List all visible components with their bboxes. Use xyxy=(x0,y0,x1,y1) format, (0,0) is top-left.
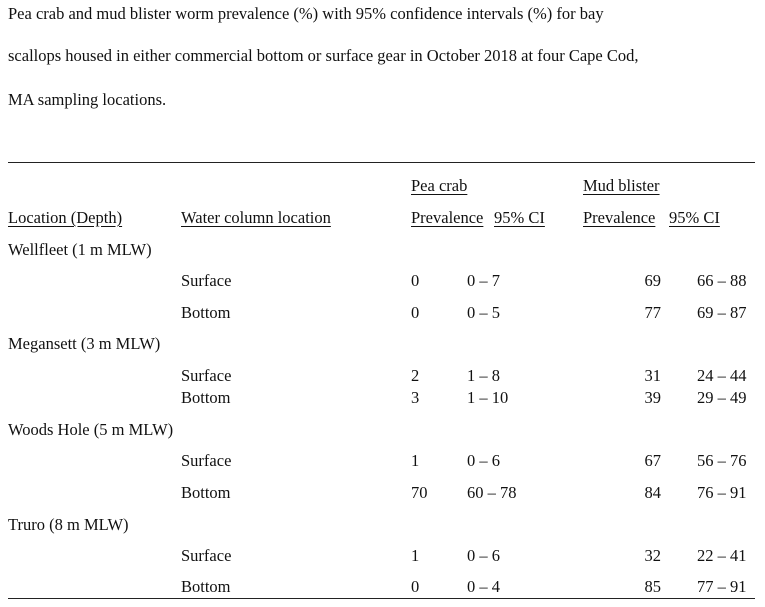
mud-blister-ci-cell: 24 – 44 xyxy=(697,366,747,385)
pea-crab-prevalence-cell: 2 xyxy=(411,366,420,385)
position-cell: Surface xyxy=(181,366,232,385)
pea-crab-ci-cell: 60 – 78 xyxy=(467,483,517,502)
pea-crab-ci-cell: 0 – 6 xyxy=(467,451,500,470)
mud-blister-prevalence-cell: 85 xyxy=(644,577,661,596)
pea-crab-ci-cell: 0 – 7 xyxy=(467,271,500,290)
mud-blister-ci-cell: 76 – 91 xyxy=(697,483,747,502)
mud-blister-prevalence-cell: 69 xyxy=(644,271,661,290)
pea-crab-prevalence-cell: 0 xyxy=(411,271,420,290)
table-bottom-rule xyxy=(8,598,755,599)
pea-crab-prevalence-cell: 3 xyxy=(411,388,420,407)
mud-blister-ci-cell: 66 – 88 xyxy=(697,271,747,290)
caption-line-2: scallops housed in either commercial bottom or surface gear in October 2018 at four Cape Cod, xyxy=(8,46,639,65)
position-cell: Bottom xyxy=(181,388,231,407)
col-header-location: Location (Depth) xyxy=(8,208,123,227)
pea-crab-ci-cell: 1 – 10 xyxy=(467,388,509,407)
pea-crab-ci-cell: 0 – 6 xyxy=(467,546,500,565)
pea-crab-prevalence-cell: 1 xyxy=(411,451,420,470)
group-header-mud-blister: Mud blister xyxy=(583,176,660,195)
mud-blister-ci-cell: 56 – 76 xyxy=(697,451,747,470)
position-cell: Surface xyxy=(181,451,232,470)
location-label: Wellfleet (1 m MLW) xyxy=(8,240,152,259)
location-label: Megansett (3 m MLW) xyxy=(8,334,161,353)
position-cell: Bottom xyxy=(181,303,231,322)
pea-crab-prevalence-cell: 70 xyxy=(411,483,428,502)
mud-blister-prevalence-cell: 31 xyxy=(644,366,661,385)
col-header-pea-crab-ci: 95% CI xyxy=(494,208,545,227)
pea-crab-prevalence-cell: 0 xyxy=(411,303,420,322)
mud-blister-prevalence-cell: 67 xyxy=(644,451,661,470)
mud-blister-prevalence-cell: 84 xyxy=(644,483,661,502)
col-header-mud-blister-ci: 95% CI xyxy=(669,208,720,227)
col-header-mud-blister-prevalence: Prevalence xyxy=(583,208,656,227)
position-cell: Surface xyxy=(181,546,232,565)
mud-blister-ci-cell: 29 – 49 xyxy=(697,388,747,407)
position-cell: Surface xyxy=(181,271,232,290)
mud-blister-ci-cell: 77 – 91 xyxy=(697,577,747,596)
pea-crab-ci-cell: 0 – 5 xyxy=(467,303,500,322)
caption-line-3: MA sampling locations. xyxy=(8,90,167,109)
mud-blister-prevalence-cell: 39 xyxy=(644,388,661,407)
pea-crab-ci-cell: 0 – 4 xyxy=(467,577,500,596)
mud-blister-ci-cell: 22 – 41 xyxy=(697,546,747,565)
caption-line-1: Pea crab and mud blister worm prevalence (%) with 95% confidence intervals (%) for bay xyxy=(8,4,604,23)
col-header-water-column: Water column location xyxy=(181,208,331,227)
location-label: Woods Hole (5 m MLW) xyxy=(8,420,174,439)
mud-blister-prevalence-cell: 32 xyxy=(644,546,661,565)
pea-crab-ci-cell: 1 – 8 xyxy=(467,366,500,385)
position-cell: Bottom xyxy=(181,483,231,502)
group-header-pea-crab: Pea crab xyxy=(411,176,468,195)
position-cell: Bottom xyxy=(181,577,231,596)
mud-blister-ci-cell: 69 – 87 xyxy=(697,303,747,322)
table-top-rule xyxy=(8,162,755,163)
pea-crab-prevalence-cell: 1 xyxy=(411,546,420,565)
location-label: Truro (8 m MLW) xyxy=(8,515,129,534)
pea-crab-prevalence-cell: 0 xyxy=(411,577,420,596)
mud-blister-prevalence-cell: 77 xyxy=(644,303,661,322)
col-header-pea-crab-prevalence: Prevalence xyxy=(411,208,484,227)
